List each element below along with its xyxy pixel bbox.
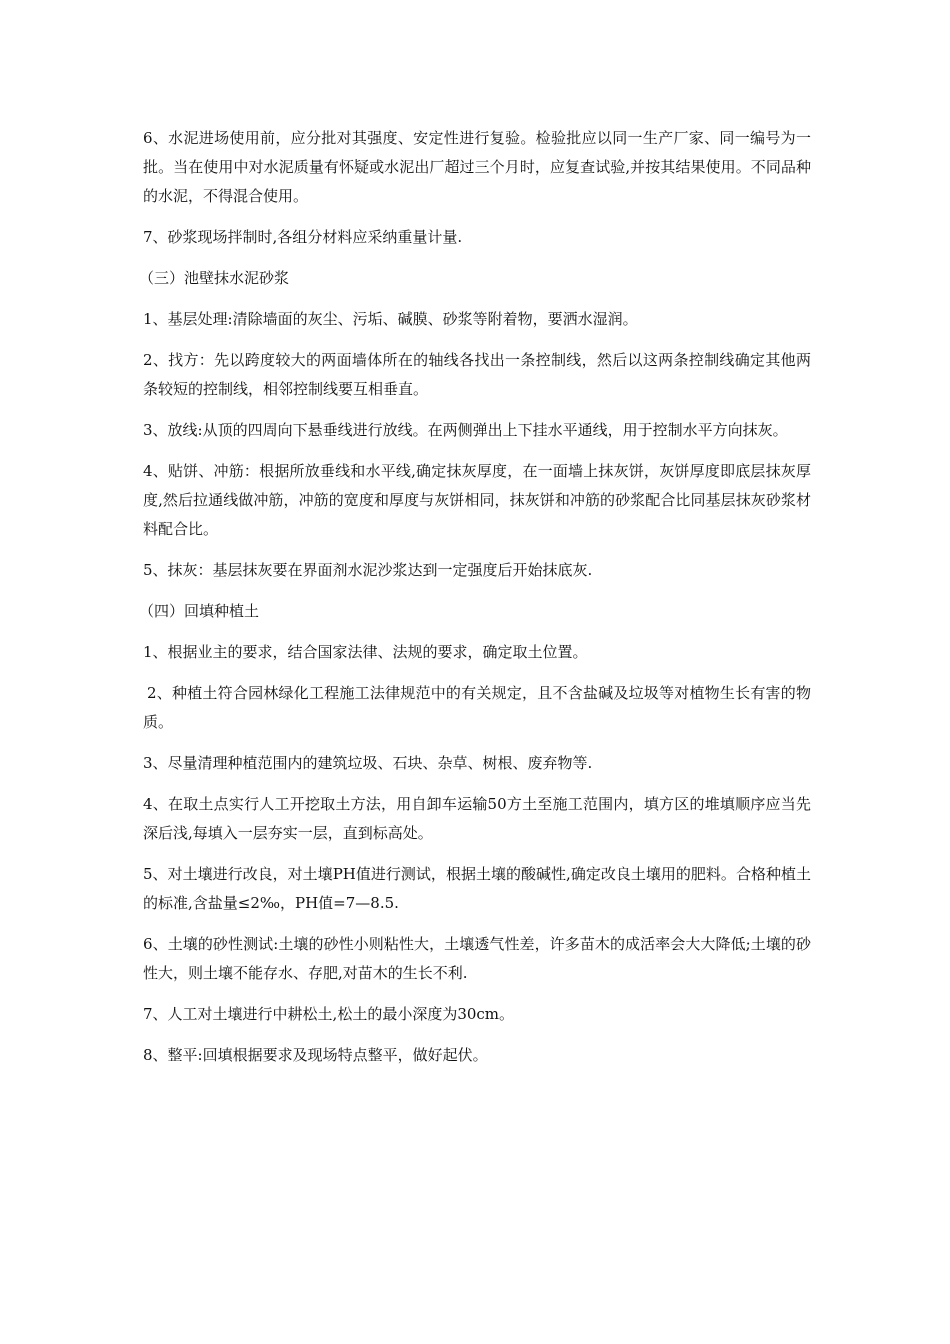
document-body [139,124,811,1082]
paragraph-excavation-transport: 4、在取土点实行人工开挖取土方法，用自卸车运输50方土至施工范围内，填方区的堆填顺序应当先深后浅,每填入一层夯实一层，直到标高处。 [143,795,811,842]
paragraph-base-treatment: 1、基层处理:清除墙面的灰尘、污垢、碱膜、砂浆等附着物，要洒水湿润。 [143,310,638,328]
section-heading-wall-plastering: （三）池壁抹水泥砂浆 [139,269,290,287]
paragraph-setting-out: 3、放线:从顶的四周向下悬垂线进行放线。在两侧弹出上下挂水平通线，用于控制水平方向抹灰。 [143,421,788,439]
paragraph-tillage: 7、人工对土壤进行中耕松土,松土的最小深度为30cm。 [143,1005,515,1023]
paragraph-borrow-location: 1、根据业主的要求，结合国家法律、法规的要求，确定取土位置。 [143,643,588,661]
paragraph-cement-inspection: 6、水泥进场使用前，应分批对其强度、安定性进行复验。检验批应以同一生产厂家、同一编号为一批。当在使用中对水泥质量有怀疑或水泥出厂超过三个月时，应复查试验,并按其结果使用。不同品种的水泥，不得混合使用。 [143,129,811,205]
section-heading-backfill-soil: （四）回填种植土 [139,602,260,620]
paragraph-mortar-mixing: 7、砂浆现场拌制时,各组分材料应采纳重量计量. [143,228,463,246]
paragraph-leveling: 8、整平:回填根据要求及现场特点整平，做好起伏。 [143,1046,488,1064]
paragraph-screeds: 4、贴饼、冲筋：根据所放垂线和水平线,确定抹灰厚度，在一面墙上抹灰饼，灰饼厚度即底层抹灰厚度,然后拉通线做冲筋，冲筋的宽度和厚度与灰饼相同，抹灰饼和冲筋的砂浆配合比同基层抹灰砂浆材料配合比。 [143,462,811,538]
paragraph-site-clearing: 3、尽量清理种植范围内的建筑垃圾、石块、杂草、树根、废弃物等. [143,754,593,772]
paragraph-soil-requirements: 2、种植土符合园林绿化工程施工法律规范中的有关规定，且不含盐碱及垃圾等对植物生长有害的物质。 [143,684,811,731]
paragraph-sandiness-test: 6、土壤的砂性测试:土壤的砂性小则粘性大，土壤透气性差，许多苗木的成活率会大大降低;土壤的砂性大，则土壤不能存水、存肥,对苗木的生长不利. [143,935,811,982]
paragraph-soil-improvement: 5、对土壤进行改良，对土壤PH值进行测试，根据土壤的酸碱性,确定改良土壤用的肥料。合格种植土的标准,含盐量≤2‰，PH值=7—8.5. [143,865,811,912]
paragraph-squaring: 2、找方：先以跨度较大的两面墙体所在的轴线各找出一条控制线，然后以这两条控制线确定其他两条较短的控制线，相邻控制线要互相垂直。 [143,351,811,398]
paragraph-plastering: 5、抹灰：基层抹灰要在界面剂水泥沙浆达到一定强度后开始抹底灰. [143,561,593,579]
